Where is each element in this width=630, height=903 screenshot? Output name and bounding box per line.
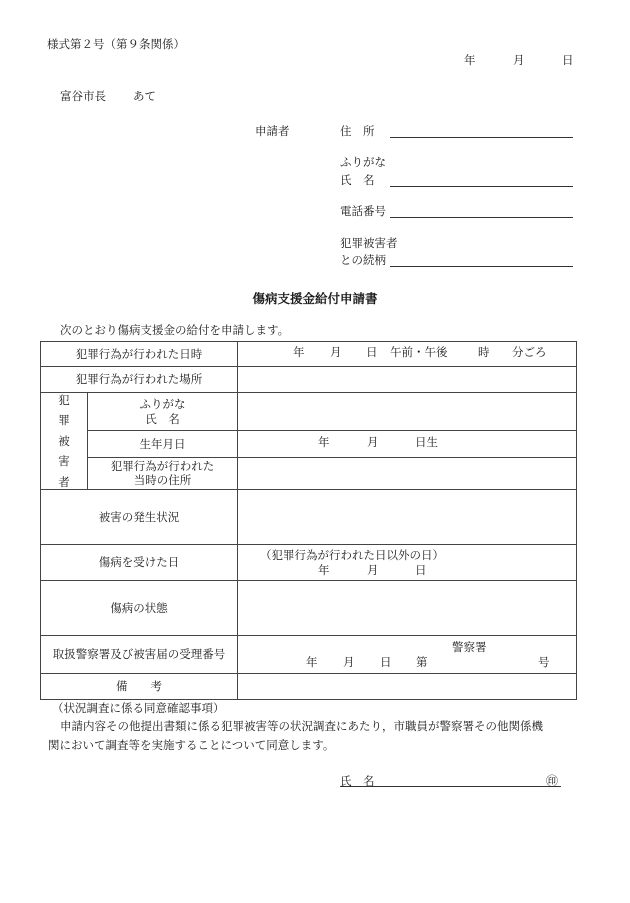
address-label: 住 所 — [340, 124, 375, 138]
crime-day-label: 日 — [366, 345, 378, 360]
police-station-label: 警察署 — [452, 640, 487, 655]
police-label: 取扱警察署及び被害届の受理番号 — [41, 635, 238, 673]
crime-minute-label: 分ごろ — [512, 345, 547, 360]
name-line[interactable] — [390, 186, 573, 187]
victim-char: 被 — [58, 433, 70, 448]
injury-date-field[interactable] — [238, 544, 577, 580]
relation-line[interactable] — [390, 266, 573, 267]
consent-name-line[interactable] — [340, 786, 561, 787]
victim-furigana-label: ふりがな — [139, 397, 186, 412]
crime-place-label: 犯罪行為が行われた場所 — [41, 367, 238, 393]
police-year-label: 年 — [306, 654, 318, 669]
crime-year-label: 年 — [293, 345, 305, 360]
name-label: 氏 名 — [340, 173, 375, 187]
seal-mark: ㊞ — [546, 774, 559, 788]
date-day-label: 日 — [562, 53, 574, 67]
victim-name-field[interactable] — [238, 393, 577, 431]
date-month-label: 月 — [513, 53, 525, 67]
police-month-label: 月 — [343, 654, 355, 669]
consent-line-2: 関において調査等を実施することについて同意します。 — [48, 738, 335, 752]
police-go-label: 号 — [538, 654, 550, 669]
injury-date-label: 傷病を受けた日 — [41, 544, 238, 580]
injury-year-label: 年 — [318, 562, 330, 577]
crime-month-label: 月 — [330, 345, 342, 360]
address-line[interactable] — [390, 137, 573, 138]
victim-birth-label: 生年月日 — [88, 431, 238, 457]
crime-datetime-field[interactable] — [238, 342, 577, 367]
date-year-label: 年 — [464, 53, 476, 67]
birth-day-label: 日生 — [415, 435, 438, 450]
relation-label-2: との続柄 — [340, 253, 386, 267]
victim-birth-field[interactable] — [238, 431, 577, 457]
phone-label: 電話番号 — [340, 204, 386, 218]
birth-month-label: 月 — [367, 435, 379, 450]
victim-char: 罪 — [58, 413, 70, 428]
damage-label: 被害の発生状況 — [41, 489, 238, 544]
birth-year-label: 年 — [318, 435, 330, 450]
victim-address-label-2: 当時の住所 — [133, 473, 192, 488]
injury-state-field[interactable] — [238, 580, 577, 635]
victim-address-field[interactable] — [238, 457, 577, 489]
police-dai-label: 第 — [416, 654, 428, 669]
phone-line[interactable] — [390, 217, 573, 218]
application-table — [40, 341, 577, 700]
damage-field[interactable] — [238, 489, 577, 544]
crime-ampm-label: 午前・午後 — [390, 345, 448, 360]
document-title: 傷病支援金給付申請書 — [252, 291, 378, 306]
police-field[interactable] — [238, 635, 577, 673]
victim-address-label — [88, 457, 238, 489]
injury-day-label: 日 — [415, 562, 427, 577]
furigana-label: ふりがな — [340, 155, 386, 169]
injury-state-label: 傷病の状態 — [41, 580, 238, 635]
consent-line-1: 申請内容その他提出書類に係る犯罪被害等の状況調査にあたり，市職員が警察署その他関係機 — [60, 719, 543, 733]
injury-date-note: （犯罪行為が行われた日以外の日） — [260, 548, 444, 563]
addressee-to: あて — [133, 89, 156, 103]
victim-name-label — [88, 393, 238, 431]
crime-datetime-label: 犯罪行為が行われた日時 — [41, 342, 238, 367]
injury-month-label: 月 — [367, 562, 379, 577]
victim-char: 害 — [58, 454, 70, 469]
relation-label-1: 犯罪被害者 — [340, 236, 398, 250]
form-number: 様式第２号（第９条関係） — [47, 37, 185, 51]
consent-heading: （状況調査に係る同意確認事項） — [52, 701, 225, 715]
victim-header — [41, 393, 88, 490]
addressee-mayor: 富谷市長 — [60, 89, 106, 103]
crime-hour-label: 時 — [478, 345, 490, 360]
victim-char: 犯 — [58, 393, 70, 407]
victim-name-text: 氏 名 — [145, 411, 180, 426]
applicant-label: 申請者 — [255, 124, 290, 138]
police-day-label: 日 — [380, 654, 392, 669]
intro-text: 次のとおり傷病支援金の給付を申請します。 — [60, 323, 290, 337]
remarks-label: 備 考 — [41, 673, 238, 699]
crime-place-field[interactable] — [238, 367, 577, 393]
remarks-field[interactable] — [238, 673, 577, 699]
consent-name-label: 氏 名 — [340, 774, 375, 788]
victim-address-label-1: 犯罪行為が行われた — [110, 458, 215, 473]
victim-char: 者 — [58, 474, 70, 489]
